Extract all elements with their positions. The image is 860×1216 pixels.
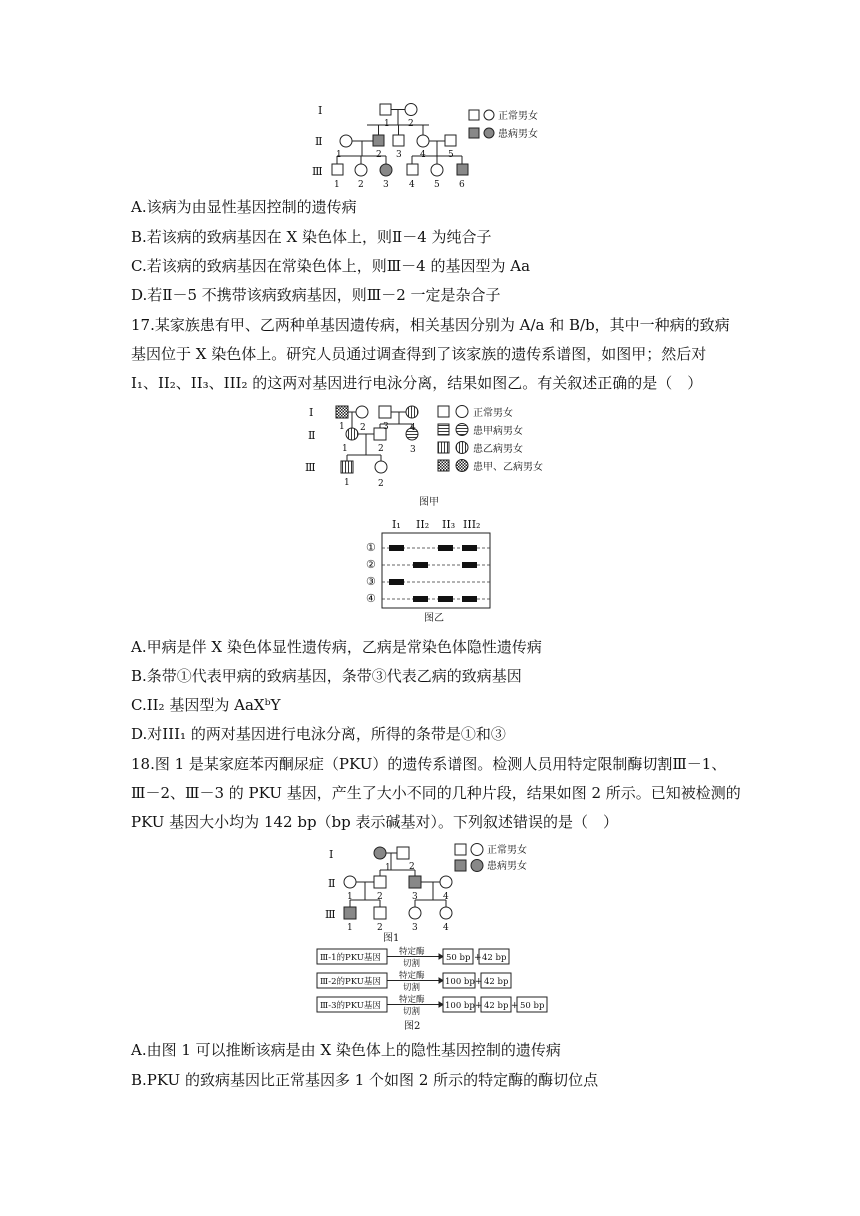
ind-num: 1 — [334, 180, 340, 190]
gen-label: Ⅰ — [329, 848, 334, 861]
gen-label: Ⅰ — [318, 104, 323, 117]
ind-num: 2 — [358, 180, 364, 190]
svg-text:+: + — [474, 953, 482, 963]
q18-digest-fig2 — [312, 945, 552, 1033]
ind-num: 1 — [336, 150, 342, 160]
ind-num: 1 — [342, 444, 348, 454]
q17-stem-line: 17.某家族患有甲、乙两种单基因遗传病，相关基因分别为 A/a 和 B/b，其中一种病的致病 — [131, 316, 730, 334]
enzyme-label: 切割 — [403, 1007, 421, 1017]
ind-num: 2 — [409, 862, 415, 872]
ind-num: 1 — [344, 478, 350, 488]
q18-stem-line: PKU 基因大小均为 142 bp（bp 表示碱基对）。下列叙述错误的是（ ） — [131, 813, 619, 831]
ind-num: 3 — [412, 892, 418, 902]
ind-num: 3 — [396, 150, 402, 160]
ind-num: 2 — [377, 892, 383, 902]
row-label: ① — [366, 541, 376, 554]
q16-option-c: C.若该病的致病基因在常染色体上，则Ⅲ－4 的基因型为 Aa — [131, 257, 531, 275]
legend-disease-both: 患甲、乙病男女 — [473, 462, 543, 473]
ind-num: 3 — [412, 923, 418, 933]
q17-option-c: C.II₂ 基因型为 AaXᵇY — [131, 696, 281, 714]
q17-option-b: B.条带①代表甲病的致病基因，条带③代表乙病的致病基因 — [131, 667, 522, 685]
electrophoresis-band — [413, 596, 428, 602]
col-label: III₂ — [463, 518, 481, 531]
electrophoresis-band — [462, 562, 477, 568]
legend-disease-yi: 患乙病男女 — [473, 444, 523, 455]
ind-num: 4 — [409, 180, 415, 190]
ind-num: 6 — [459, 180, 465, 190]
ind-num: 5 — [448, 150, 454, 160]
svg-text:+: + — [475, 1001, 483, 1011]
fragment-label: 100 bp — [445, 1001, 475, 1011]
legend-normal: 正常男女 — [498, 111, 538, 122]
fragment-label: 42 bp — [484, 977, 509, 987]
gen-label: Ⅱ — [328, 877, 336, 890]
electrophoresis-band — [413, 562, 428, 568]
ind-num: 4 — [443, 923, 449, 933]
q17-pedigree-jia — [305, 400, 565, 512]
q18-option-a: A.由图 1 可以推断该病是由 X 染色体上的隐性基因控制的遗传病 — [131, 1041, 561, 1059]
ind-num: 3 — [410, 445, 416, 455]
ind-num: 1 — [347, 892, 353, 902]
fragment-label: 42 bp — [484, 1001, 509, 1011]
ind-num: 2 — [377, 923, 383, 933]
gen-label: Ⅱ — [308, 429, 316, 442]
enzyme-label: 切割 — [403, 959, 421, 969]
fragment-label: 50 bp — [520, 1001, 545, 1011]
row-label: ② — [366, 558, 376, 571]
gen-label: Ⅲ — [325, 908, 336, 921]
gene-label: Ⅲ-3的PKU基因 — [320, 1001, 381, 1011]
ind-num: 2 — [378, 444, 384, 454]
q16-option-a: A.该病为由显性基因控制的遗传病 — [131, 198, 357, 216]
ind-num: 2 — [408, 119, 414, 129]
gen-label: Ⅰ — [309, 406, 314, 419]
ind-num: 2 — [376, 150, 382, 160]
electrophoresis-band — [462, 545, 477, 551]
gen-label: Ⅲ — [305, 461, 316, 474]
q18-pedigree-fig1 — [325, 840, 555, 945]
fragment-label: 42 bp — [482, 953, 507, 963]
gen-label: Ⅱ — [315, 135, 323, 148]
q17-stem-line: I₁、II₂、II₃、III₂ 的这两对基因进行电泳分离，结果如图乙。有关叙述正确的是（ ） — [131, 374, 703, 392]
q17-option-a: A.甲病是伴 X 染色体显性遗传病，乙病是常染色体隐性遗传病 — [131, 638, 542, 656]
svg-text:+: + — [511, 1001, 519, 1011]
enzyme-label: 切割 — [403, 983, 421, 993]
ind-num: 3 — [383, 422, 389, 432]
electrophoresis-band — [462, 596, 477, 602]
legend-normal: 正常男女 — [487, 845, 527, 856]
ind-num: 3 — [383, 180, 389, 190]
svg-text:+: + — [475, 977, 483, 987]
q16-option-d: D.若Ⅱ－5 不携带该病致病基因，则Ⅲ－2 一定是杂合子 — [131, 286, 501, 304]
enzyme-label: 特定酶 — [399, 947, 425, 957]
q17-option-d: D.对III₁ 的两对基因进行电泳分离，所得的条带是①和③ — [131, 725, 506, 743]
legend-affected: 患病男女 — [487, 861, 527, 872]
legend-affected: 患病男女 — [498, 129, 538, 140]
ind-num: 1 — [339, 422, 345, 432]
caption-fig1: 图1 — [383, 933, 400, 944]
row-label: ④ — [366, 592, 376, 605]
gen-label: Ⅲ — [312, 165, 323, 178]
enzyme-label: 特定酶 — [399, 995, 425, 1005]
fragment-label: 50 bp — [446, 953, 471, 963]
q17-electrophoresis-yi — [362, 515, 502, 625]
q16-pedigree — [312, 98, 562, 190]
ind-num: 2 — [360, 423, 366, 433]
col-label: II₃ — [442, 518, 456, 531]
caption-yi: 图乙 — [424, 613, 444, 624]
ind-num: 4 — [420, 150, 426, 160]
gene-label: Ⅲ-2的PKU基因 — [320, 977, 381, 987]
ind-num: 4 — [443, 892, 449, 902]
caption-fig2: 图2 — [404, 1021, 421, 1032]
q18-stem-line: Ⅲ－2、Ⅲ－3 的 PKU 基因，产生了大小不同的几种片段，结果如图 2 所示。已知被检测的 — [131, 784, 741, 802]
legend-normal: 正常男女 — [473, 408, 513, 419]
ind-num: 2 — [378, 479, 384, 489]
ind-num: 1 — [385, 863, 391, 873]
fragment-label: 100 bp — [445, 977, 475, 987]
q16-option-b: B.若该病的致病基因在 X 染色体上，则Ⅱ－4 为纯合子 — [131, 228, 492, 246]
col-label: II₂ — [416, 518, 430, 531]
row-label: ③ — [366, 575, 376, 588]
caption-jia: 图甲 — [419, 497, 439, 508]
ind-num: 1 — [384, 119, 390, 129]
ind-num: 5 — [434, 180, 440, 190]
electrophoresis-band — [389, 545, 404, 551]
q18-option-b: B.PKU 的致病基因比正常基因多 1 个如图 2 所示的特定酶的酶切位点 — [131, 1071, 599, 1089]
q17-stem-line: 基因位于 X 染色体上。研究人员通过调查得到了该家族的遗传系谱图，如图甲；然后对 — [131, 345, 707, 363]
electrophoresis-band — [438, 596, 453, 602]
col-label: I₁ — [392, 518, 401, 531]
legend-disease-jia: 患甲病男女 — [473, 426, 523, 437]
electrophoresis-band — [438, 545, 453, 551]
ind-num: 4 — [410, 423, 416, 433]
gene-label: Ⅲ-1的PKU基因 — [320, 953, 381, 963]
q18-stem-line: 18.图 1 是某家庭苯丙酮尿症（PKU）的遗传系谱图。检测人员用特定限制酶切割Ⅲ－1、 — [131, 755, 727, 773]
enzyme-label: 特定酶 — [399, 971, 425, 981]
ind-num: 1 — [347, 923, 353, 933]
electrophoresis-band — [389, 579, 404, 585]
